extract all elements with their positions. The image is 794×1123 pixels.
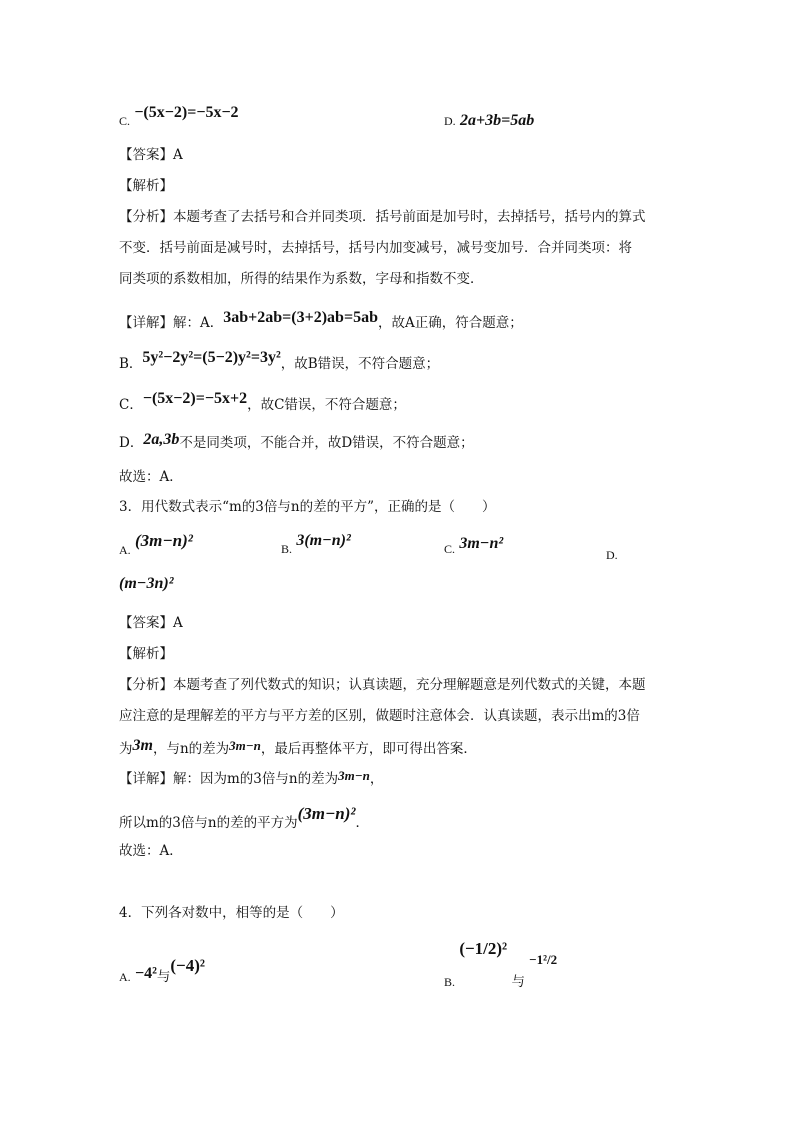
q3-fenxi-line-2: 应注意的是理解差的平方与平方差的区别，做题时注意体会．认真读题，表示出m的3倍 <box>119 708 640 724</box>
so-prefix: 所以m的3倍与n的差的平方为 <box>119 815 298 831</box>
q3-option-d <box>119 575 174 593</box>
q2-analysis-heading: 【解析】 <box>119 178 173 194</box>
q3-so <box>119 804 369 832</box>
detail-prefix: B． <box>119 356 143 372</box>
q2-detail-d <box>119 431 474 452</box>
math-expression: 3m−n² <box>459 535 504 552</box>
connector-word: 与 <box>156 969 171 985</box>
math-expression: 3m−n <box>229 738 261 753</box>
math-expression: −(5x−2)=−5x−2 <box>134 104 239 121</box>
option-label: D. <box>606 548 618 562</box>
q3-option-a <box>119 531 193 559</box>
math-expression: (−4)² <box>170 956 205 975</box>
q2-answer: 【答案】A <box>119 147 183 163</box>
math-expression: 3m−n <box>338 768 370 783</box>
math-expression: 3(m−n)² <box>296 532 351 549</box>
q2-fenxi-line-2: 不变．括号前面是减号时，去掉括号，括号内加变减号，减号变加号．合并同类项：将 <box>119 240 632 256</box>
option-label: A. <box>119 970 131 984</box>
q3-detail <box>119 770 383 788</box>
math-expression: 3m <box>132 737 153 754</box>
q2-choose: 故选：A． <box>119 469 183 485</box>
option-label: D. <box>444 114 456 128</box>
math-expression: −1²/2 <box>529 952 558 967</box>
detail-suffix: ，故A正确，符合题意； <box>377 315 523 331</box>
detail-suffix: ，故B错误，不符合题意； <box>280 356 440 372</box>
math-expression: −(5x−2)=−5x+2 <box>142 390 248 407</box>
q4-option-a <box>119 956 205 986</box>
text-suffix: ，最后再整体平方，即可得出答案． <box>260 741 477 757</box>
q3-fenxi-line-1: 【分析】本题考查了列代数式的知识；认真读题，充分理解题意是列代数式的关键，本题 <box>119 677 646 693</box>
math-expression: 2a+3b=5ab <box>459 112 535 129</box>
so-suffix: ． <box>355 815 369 831</box>
detail-prefix: C． <box>119 397 143 413</box>
q3-answer: 【答案】A <box>119 615 183 631</box>
detail-prefix: 【详解】解：A． <box>119 315 224 331</box>
q2-detail-a <box>119 309 523 332</box>
q3-stem: 3．用代数式表示“m的3倍与n的差的平方”，正确的是（ ） <box>119 499 496 515</box>
q3-analysis-heading: 【解析】 <box>119 646 173 662</box>
math-expression: (3m−n)² <box>297 804 356 823</box>
q2-option-c <box>119 104 239 130</box>
detail-prefix: D． <box>119 435 144 451</box>
text-prefix: 为 <box>119 741 133 757</box>
detail-suffix: 不是同类项，不能合并，故D错误，不符合题意； <box>179 435 474 451</box>
detail-prefix: 【详解】解：因为m的3倍与n的差为 <box>119 771 339 787</box>
math-expression: (m−3n)² <box>119 575 174 592</box>
math-expression: −4² <box>134 965 157 982</box>
connector-word: 与 <box>511 974 525 990</box>
option-label: C. <box>119 114 131 128</box>
detail-suffix: ，故C错误，不符合题意； <box>247 397 406 413</box>
q4-option-b <box>444 938 558 990</box>
detail-suffix: ， <box>369 771 384 787</box>
q3-fenxi-line-3 <box>119 737 477 758</box>
q2-detail-b <box>119 349 440 373</box>
q2-fenxi-line-3: 同类项的系数相加，所得的结果作为系数，字母和指数不变． <box>119 271 484 287</box>
math-expression: 5y²−2y²=(5−2)y²=3y² <box>142 349 281 366</box>
math-expression: (3m−n)² <box>134 531 193 550</box>
math-expression: 2a,3b <box>143 431 180 448</box>
option-label: B. <box>444 975 456 989</box>
q2-detail-c <box>119 390 406 414</box>
option-label: C. <box>444 542 456 556</box>
option-label: A. <box>119 543 131 557</box>
q3-option-d-label <box>606 544 618 563</box>
q3-option-c <box>444 535 504 558</box>
q3-choose: 故选：A． <box>119 843 183 859</box>
text-mid: ，与n的差为 <box>152 741 230 757</box>
option-label: B. <box>281 542 293 556</box>
math-expression: 3ab+2ab=(3+2)ab=5ab <box>223 309 378 326</box>
q3-option-b <box>281 532 351 558</box>
q2-fenxi-line-1: 【分析】本题考查了去括号和合并同类项．括号前面是加号时，去掉括号，括号内的算式 <box>119 209 646 225</box>
q4-stem: 4．下列各对数中，相等的是（ ） <box>119 905 344 921</box>
math-expression: (−1/2)² <box>459 939 508 958</box>
q2-option-d <box>444 112 534 130</box>
